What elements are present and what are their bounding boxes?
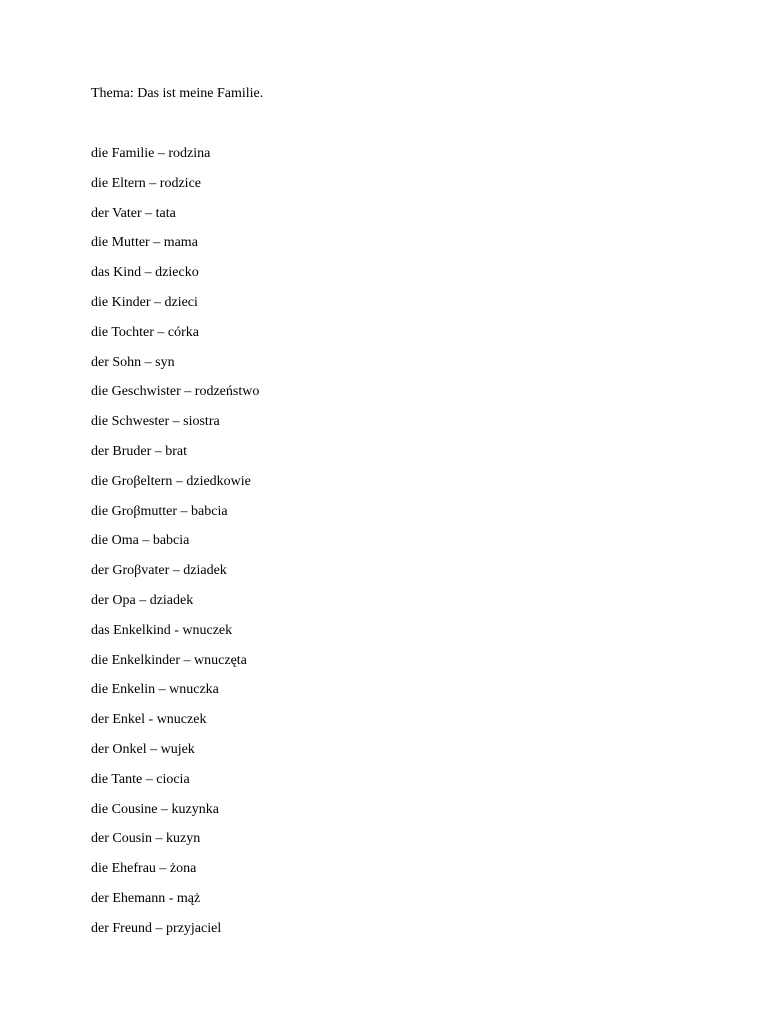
list-item: die Familie – rodzina xyxy=(91,146,211,161)
list-item: die Oma – babcia xyxy=(91,533,190,549)
list-item: die Tante – ciocia xyxy=(91,771,190,787)
list-item: der Groβvater – dziadek xyxy=(91,563,227,579)
list-item: die Schwester – siostra xyxy=(91,414,220,430)
list-item: der Vater – tata xyxy=(91,205,176,221)
list-item: der Bruder – brat xyxy=(91,443,188,459)
list-item: der Freund – przyjaciel xyxy=(91,920,222,936)
list-item: die Cousine – kuzynka xyxy=(91,801,219,817)
list-item: der Enkel - wnuczek xyxy=(91,712,207,728)
list-item: die Enkelkinder – wnuczęta xyxy=(91,652,247,668)
list-item: die Ehefrau – żona xyxy=(91,861,197,877)
list-item: das Kind – dziecko xyxy=(91,265,199,281)
list-item: der Onkel – wujek xyxy=(91,741,195,757)
list-item: die Geschwister – rodzeństwo xyxy=(91,384,260,400)
list-item: die Groβmutter – babcia xyxy=(91,503,228,519)
list-item: der Sohn – syn xyxy=(91,354,175,370)
list-item: die Tochter – córka xyxy=(91,324,199,340)
list-item: der Opa – dziadek xyxy=(91,592,194,608)
list-item: der Cousin – kuzyn xyxy=(91,831,201,847)
document-title: Thema: Das ist meine Familie. xyxy=(91,86,264,101)
vocabulary-list xyxy=(91,145,259,950)
list-item: die Eltern – rodzice xyxy=(91,175,202,191)
list-item: der Ehemann - mąż xyxy=(91,890,201,906)
list-item: die Enkelin – wnuczka xyxy=(91,682,219,698)
list-item: das Enkelkind - wnuczek xyxy=(91,622,233,638)
list-item: die Groβeltern – dziedkowie xyxy=(91,473,251,489)
list-item: die Kinder – dzieci xyxy=(91,294,198,310)
list-item: die Mutter – mama xyxy=(91,235,198,251)
